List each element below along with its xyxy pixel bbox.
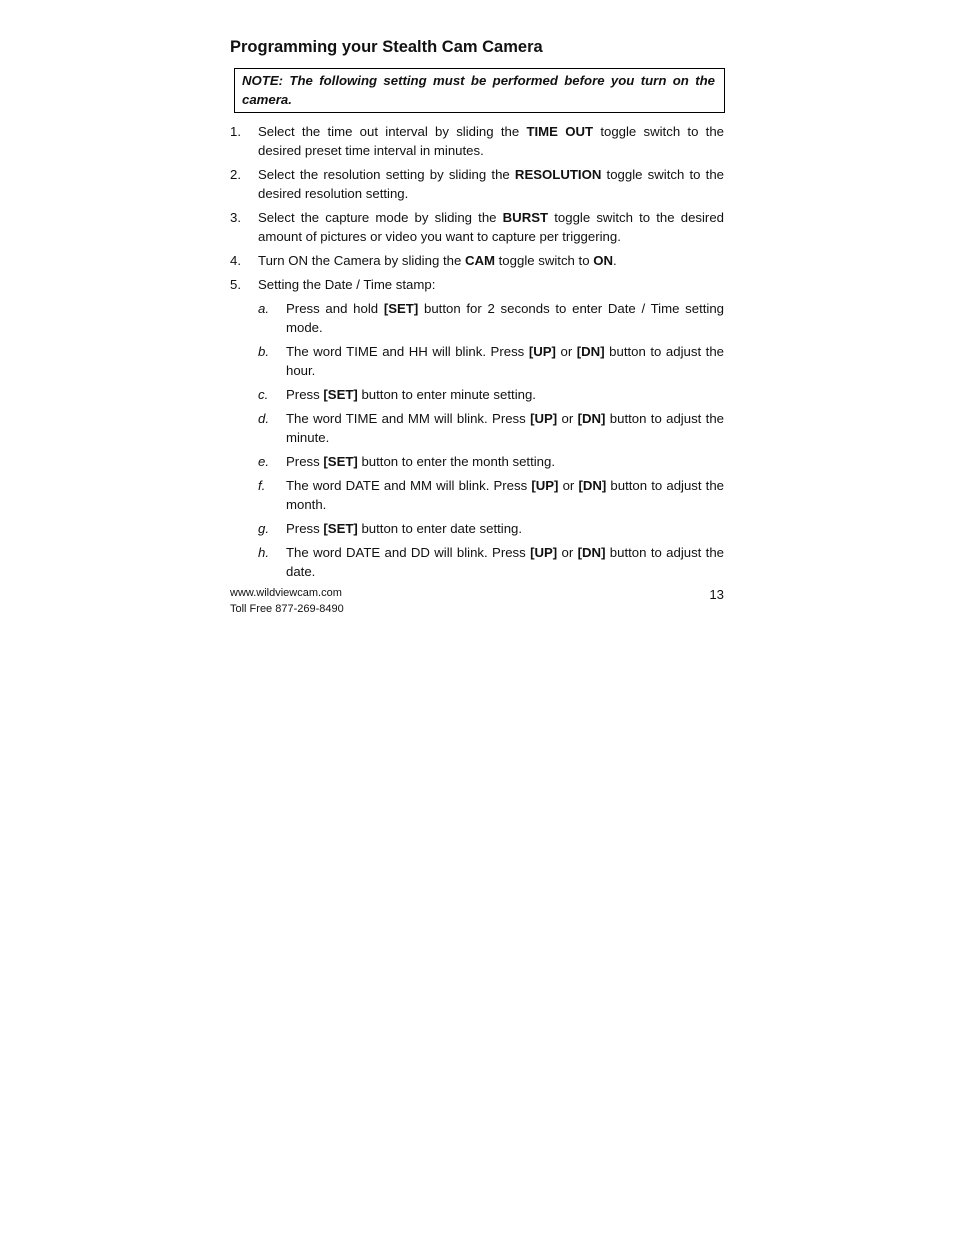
substep-item: f. The word DATE and MM will blink. Press [UP] or [DN] button to adjust the month. <box>258 478 725 512</box>
step-item: 4. Turn ON the Camera by sliding the CAM toggle switch to ON. <box>230 253 617 268</box>
note-box: NOTE: The following setting must be performed before you turn on the camera. <box>234 68 725 113</box>
substep-letter: c. <box>258 387 269 402</box>
substep-item: d. The word TIME and MM will blink. Press [UP] or [DN] button to adjust the minute. <box>258 411 724 445</box>
substep-item: e. Press [SET] button to enter the month setting. <box>258 454 556 469</box>
substep-letter: h. <box>258 545 269 560</box>
substep-letter: b. <box>258 344 269 359</box>
step-item: 3. Select the capture mode by sliding the BURST toggle switch to the desired amount of pictures or video you want to capture per triggering. <box>230 210 724 244</box>
substep-item: c. Press [SET] button to enter minute setting. <box>258 387 536 402</box>
website-link[interactable]: www.wildviewcam.com <box>230 587 342 599</box>
step-number: 2. <box>230 167 241 182</box>
substep-letter: e. <box>258 454 269 469</box>
step-item: 1. Select the time out interval by sliding the TIME OUT toggle switch to the desired preset time interval in minutes. <box>230 124 724 158</box>
substep-letter: d. <box>258 411 269 426</box>
page-number: 13 <box>709 587 724 602</box>
step-item: 2. Select the resolution setting by sliding the RESOLUTION toggle switch to the desired resolution setting. <box>230 167 724 201</box>
step-item: 5. Setting the Date / Time stamp: a. Press and hold [SET] button for 2 seconds to enter Date / Time setting mode. b. The word TIME and HH will blink. Press [UP] or [DN] button to adjust the hour. c. Press [SET] button to enter minute setting. d. The word TIME and MM will blink. Press [UP] or [DN] button to adjust the minute. e. Press [SET] button to enter the month setting. f. The word DATE and MM will blink. Press [UP] or [DN] button to adjust the month. g. Press [SET] button to enter date setting. h. The word DATE and DD will blink. Press [UP] or [DN] button to adjust the date. <box>230 277 725 579</box>
page-footer <box>230 586 724 617</box>
substep-item: h. The word DATE and DD will blink. Press [UP] or [DN] button to adjust the date. <box>258 545 725 579</box>
substep-letter: g. <box>258 521 269 536</box>
substep-item: a. Press and hold [SET] button for 2 seconds to enter Date / Time setting mode. <box>258 301 725 335</box>
steps-list <box>230 122 724 581</box>
substep-item: g. Press [SET] button to enter date setting. <box>258 521 523 536</box>
toll-free-phone: Toll Free 877-269-8490 <box>230 602 344 615</box>
substeps-list <box>258 299 724 581</box>
substep-letter: f. <box>258 478 266 493</box>
manual-page <box>230 36 724 586</box>
step-number: 3. <box>230 210 241 225</box>
step-number: 5. <box>230 277 241 292</box>
step-number: 4. <box>230 253 241 268</box>
step-number: 1. <box>230 124 241 139</box>
substep-item: b. The word TIME and HH will blink. Press [UP] or [DN] button to adjust the hour. <box>258 344 724 378</box>
substep-letter: a. <box>258 301 269 316</box>
page-title: Programming your Stealth Cam Camera <box>230 38 543 56</box>
